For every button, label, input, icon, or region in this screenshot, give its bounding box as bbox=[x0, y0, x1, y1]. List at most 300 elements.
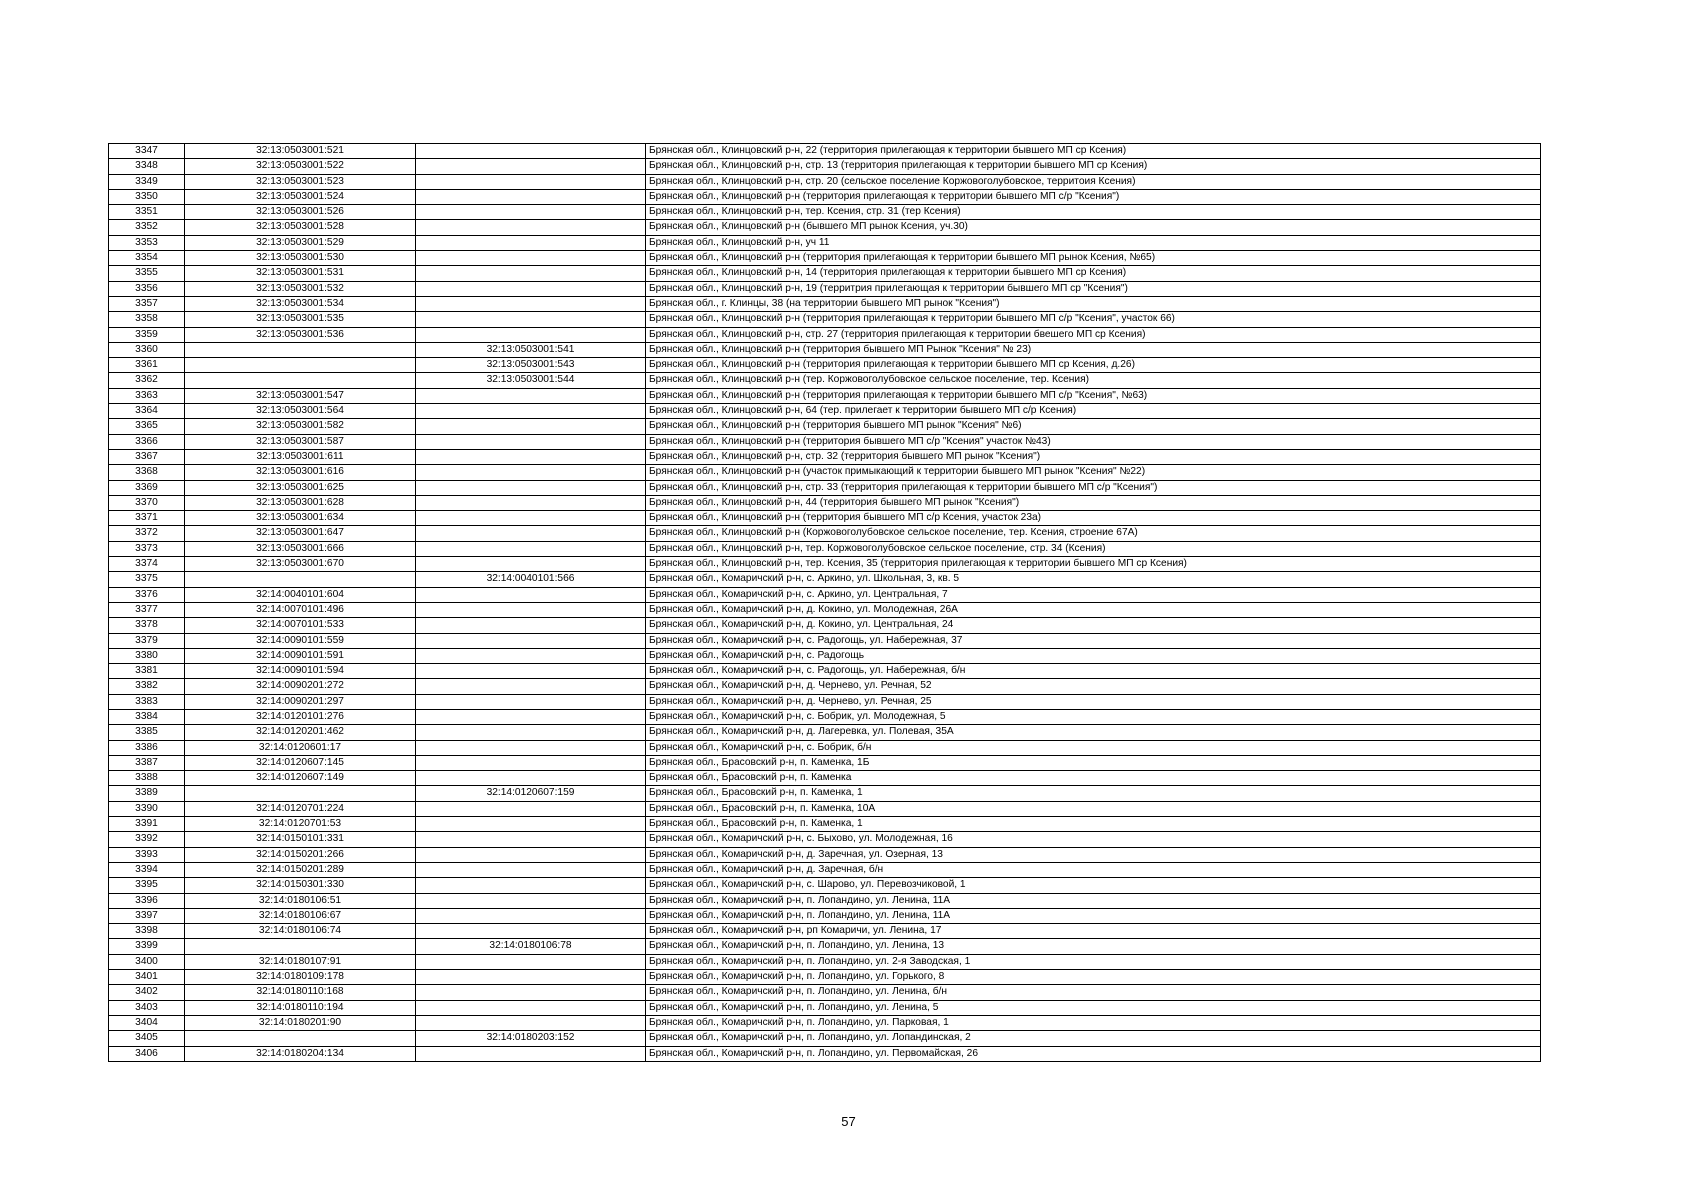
table-row bbox=[109, 893, 1541, 908]
cadastral-number-cell: 32:13:0503001:531 bbox=[185, 266, 416, 281]
address-cell: Брянская обл., Комаричский р-н, с. Бобрик, б/н bbox=[646, 740, 1541, 755]
address-cell: Брянская обл., Клинцовский р-н, тер. Ксения, 35 (территория прилегающая к территории бывшего МП ср Ксения) bbox=[646, 557, 1541, 572]
row-number-cell: 3360 bbox=[109, 342, 185, 357]
row-number-cell: 3384 bbox=[109, 709, 185, 724]
row-number-cell: 3350 bbox=[109, 189, 185, 204]
cadastral-number-cell: 32:14:0120607:149 bbox=[185, 771, 416, 786]
table-row bbox=[109, 970, 1541, 985]
table-row bbox=[109, 924, 1541, 939]
address-cell: Брянская обл., Клинцовский р-н, 14 (территория прилегающая к территории бывшего МП ср Ксения) bbox=[646, 266, 1541, 281]
cadastral-number-alt-cell bbox=[416, 954, 646, 969]
cadastral-number-cell: 32:13:0503001:616 bbox=[185, 465, 416, 480]
table-row bbox=[109, 144, 1541, 159]
cadastral-number-alt-cell bbox=[416, 832, 646, 847]
address-cell: Брянская обл., Комаричский р-н, с. Радогощь bbox=[646, 648, 1541, 663]
cadastral-number-alt-cell bbox=[416, 404, 646, 419]
cadastral-number-cell: 32:14:0120101:276 bbox=[185, 709, 416, 724]
cadastral-number-cell: 32:13:0503001:611 bbox=[185, 449, 416, 464]
table-row bbox=[109, 939, 1541, 954]
row-number-cell: 3390 bbox=[109, 801, 185, 816]
address-cell: Брянская обл., Комаричский р-н, д. Заречная, ул. Озерная, 13 bbox=[646, 847, 1541, 862]
table-row bbox=[109, 633, 1541, 648]
table-row bbox=[109, 755, 1541, 770]
cadastral-number-cell: 32:13:0503001:536 bbox=[185, 327, 416, 342]
address-cell: Брянская обл., Клинцовский р-н, стр. 20 (сельское поселение Коржовоголубовское, территоия Ксения) bbox=[646, 174, 1541, 189]
cadastral-number-cell: 32:14:0150101:331 bbox=[185, 832, 416, 847]
row-number-cell: 3376 bbox=[109, 587, 185, 602]
cadastral-number-alt-cell bbox=[416, 862, 646, 877]
cadastral-number-cell: 32:14:0090201:297 bbox=[185, 694, 416, 709]
table-row bbox=[109, 1000, 1541, 1015]
cadastral-number-alt-cell bbox=[416, 1046, 646, 1061]
cadastral-number-cell: 32:13:0503001:582 bbox=[185, 419, 416, 434]
table-row bbox=[109, 847, 1541, 862]
cadastral-number-cell: 32:13:0503001:670 bbox=[185, 557, 416, 572]
row-number-cell: 3391 bbox=[109, 817, 185, 832]
cadastral-number-cell: 32:14:0180106:67 bbox=[185, 908, 416, 923]
cadastral-number-cell: 32:13:0503001:523 bbox=[185, 174, 416, 189]
row-number-cell: 3382 bbox=[109, 679, 185, 694]
table-row bbox=[109, 266, 1541, 281]
cadastral-number-cell: 32:14:0150201:289 bbox=[185, 862, 416, 877]
cadastral-number-cell: 32:13:0503001:647 bbox=[185, 526, 416, 541]
cadastral-number-alt-cell bbox=[416, 449, 646, 464]
table-row bbox=[109, 602, 1541, 617]
cadastral-number-cell: 32:13:0503001:634 bbox=[185, 511, 416, 526]
address-cell: Брянская обл., Брасовский р-н, п. Каменка, 10А bbox=[646, 801, 1541, 816]
address-cell: Брянская обл., Клинцовский р-н (территория прилегающая к территории бывшего МП с/р "Ксения", участок 66) bbox=[646, 312, 1541, 327]
row-number-cell: 3400 bbox=[109, 954, 185, 969]
table-row bbox=[109, 817, 1541, 832]
cadastral-number-cell: 32:14:0180109:178 bbox=[185, 970, 416, 985]
table-row bbox=[109, 526, 1541, 541]
cadastral-number-alt-cell bbox=[416, 893, 646, 908]
row-number-cell: 3403 bbox=[109, 1000, 185, 1015]
address-cell: Брянская обл., Клинцовский р-н (территория бывшего МП Рынок "Ксения" № 23) bbox=[646, 342, 1541, 357]
table-row bbox=[109, 174, 1541, 189]
row-number-cell: 3361 bbox=[109, 358, 185, 373]
row-number-cell: 3406 bbox=[109, 1046, 185, 1061]
address-cell: Брянская обл., Комаричский р-н, п. Лопандино, ул. Ленина, 5 bbox=[646, 1000, 1541, 1015]
cadastral-number-cell: 32:13:0503001:526 bbox=[185, 205, 416, 220]
cadastral-number-alt-cell bbox=[416, 495, 646, 510]
cadastral-number-alt-cell bbox=[416, 511, 646, 526]
row-number-cell: 3395 bbox=[109, 878, 185, 893]
row-number-cell: 3371 bbox=[109, 511, 185, 526]
address-cell: Брянская обл., г. Клинцы, 38 (на территории бывшего МП рынок "Ксения") bbox=[646, 296, 1541, 311]
address-cell: Брянская обл., Комаричский р-н, п. Лопандино, ул. Ленина, 11А bbox=[646, 893, 1541, 908]
row-number-cell: 3379 bbox=[109, 633, 185, 648]
table-row bbox=[109, 832, 1541, 847]
cadastral-number-alt-cell bbox=[416, 189, 646, 204]
cadastral-number-cell: 32:13:0503001:522 bbox=[185, 159, 416, 174]
cadastral-number-cell: 32:13:0503001:628 bbox=[185, 495, 416, 510]
cadastral-number-cell: 32:14:0120607:145 bbox=[185, 755, 416, 770]
table-row bbox=[109, 327, 1541, 342]
cadastral-number-alt-cell bbox=[416, 817, 646, 832]
row-number-cell: 3383 bbox=[109, 694, 185, 709]
address-cell: Брянская обл., Комаричский р-н, с. Радогощь, ул. Набережная, б/н bbox=[646, 664, 1541, 679]
cadastral-number-alt-cell bbox=[416, 296, 646, 311]
table-row bbox=[109, 511, 1541, 526]
address-cell: Брянская обл., Комаричский р-н, п. Лопандино, ул. Горького, 8 bbox=[646, 970, 1541, 985]
cadastral-number-alt-cell bbox=[416, 526, 646, 541]
row-number-cell: 3378 bbox=[109, 618, 185, 633]
cadastral-number-alt-cell bbox=[416, 908, 646, 923]
table-row bbox=[109, 572, 1541, 587]
address-cell: Брянская обл., Комаричский р-н, д. Чернево, ул. Речная, 25 bbox=[646, 694, 1541, 709]
row-number-cell: 3358 bbox=[109, 312, 185, 327]
cadastral-number-alt-cell bbox=[416, 434, 646, 449]
address-cell: Брянская обл., Комаричский р-н, с. Аркино, ул. Школьная, 3, кв. 5 bbox=[646, 572, 1541, 587]
table-row bbox=[109, 725, 1541, 740]
address-cell: Брянская обл., Клинцовский р-н (территория прилегающая к территории бывшего МП с/р "Ксения") bbox=[646, 189, 1541, 204]
table-row bbox=[109, 159, 1541, 174]
row-number-cell: 3355 bbox=[109, 266, 185, 281]
address-cell: Брянская обл., Комаричский р-н, с. Аркино, ул. Центральная, 7 bbox=[646, 587, 1541, 602]
cadastral-number-alt-cell bbox=[416, 1015, 646, 1030]
row-number-cell: 3348 bbox=[109, 159, 185, 174]
table-row bbox=[109, 1046, 1541, 1061]
row-number-cell: 3369 bbox=[109, 480, 185, 495]
cadastral-number-alt-cell bbox=[416, 388, 646, 403]
table-row bbox=[109, 878, 1541, 893]
cadastral-number-alt-cell bbox=[416, 281, 646, 296]
address-cell: Брянская обл., Клинцовский р-н (территория бывшего МП с/р Ксения, участок 23а) bbox=[646, 511, 1541, 526]
row-number-cell: 3366 bbox=[109, 434, 185, 449]
cadastral-number-cell: 32:14:0120701:53 bbox=[185, 817, 416, 832]
row-number-cell: 3363 bbox=[109, 388, 185, 403]
cadastral-number-cell: 32:14:0040101:604 bbox=[185, 587, 416, 602]
cadastral-number-alt-cell: 32:13:0503001:541 bbox=[416, 342, 646, 357]
cadastral-number-cell: 32:14:0090101:591 bbox=[185, 648, 416, 663]
cadastral-number-alt-cell bbox=[416, 771, 646, 786]
registry-table bbox=[108, 143, 1541, 1062]
address-cell: Брянская обл., Клинцовский р-н, стр. 13 (территория прилегающая к территории бывшего МП ср Ксения) bbox=[646, 159, 1541, 174]
row-number-cell: 3405 bbox=[109, 1031, 185, 1046]
row-number-cell: 3398 bbox=[109, 924, 185, 939]
table-row bbox=[109, 205, 1541, 220]
cadastral-number-cell: 32:14:0180204:134 bbox=[185, 1046, 416, 1061]
row-number-cell: 3359 bbox=[109, 327, 185, 342]
cadastral-number-cell: 32:13:0503001:625 bbox=[185, 480, 416, 495]
address-cell: Брянская обл., Клинцовский р-н, стр. 32 (территория бывшего МП рынок "Ксения") bbox=[646, 449, 1541, 464]
table-row bbox=[109, 740, 1541, 755]
cadastral-number-alt-cell bbox=[416, 694, 646, 709]
row-number-cell: 3404 bbox=[109, 1015, 185, 1030]
table-row bbox=[109, 664, 1541, 679]
address-cell: Брянская обл., Комаричский р-н, с. Бобрик, ул. Молодежная, 5 bbox=[646, 709, 1541, 724]
cadastral-number-alt-cell bbox=[416, 878, 646, 893]
cadastral-number-alt-cell bbox=[416, 985, 646, 1000]
row-number-cell: 3389 bbox=[109, 786, 185, 801]
cadastral-number-cell: 32:14:0180106:51 bbox=[185, 893, 416, 908]
table-row bbox=[109, 648, 1541, 663]
cadastral-number-alt-cell bbox=[416, 266, 646, 281]
address-cell: Брянская обл., Брасовский р-н, п. Каменка, 1 bbox=[646, 786, 1541, 801]
cadastral-number-alt-cell bbox=[416, 970, 646, 985]
cadastral-number-alt-cell bbox=[416, 725, 646, 740]
address-cell: Брянская обл., Клинцовский р-н, уч 11 bbox=[646, 235, 1541, 250]
table-row bbox=[109, 1015, 1541, 1030]
row-number-cell: 3347 bbox=[109, 144, 185, 159]
address-cell: Брянская обл., Комаричский р-н, д. Чернево, ул. Речная, 52 bbox=[646, 679, 1541, 694]
cadastral-number-cell: 32:14:0120201:462 bbox=[185, 725, 416, 740]
cadastral-number-alt-cell bbox=[416, 587, 646, 602]
cadastral-number-cell: 32:13:0503001:530 bbox=[185, 251, 416, 266]
row-number-cell: 3401 bbox=[109, 970, 185, 985]
row-number-cell: 3374 bbox=[109, 557, 185, 572]
table-row bbox=[109, 985, 1541, 1000]
cadastral-number-alt-cell bbox=[416, 633, 646, 648]
cadastral-number-alt-cell bbox=[416, 144, 646, 159]
cadastral-number-alt-cell bbox=[416, 541, 646, 556]
page-number: 57 bbox=[841, 1114, 856, 1129]
cadastral-number-alt-cell bbox=[416, 648, 646, 663]
cadastral-number-cell bbox=[185, 373, 416, 388]
cadastral-number-cell: 32:13:0503001:666 bbox=[185, 541, 416, 556]
row-number-cell: 3375 bbox=[109, 572, 185, 587]
address-cell: Брянская обл., Клинцовский р-н, тер. Ксения, стр. 31 (тер Ксения) bbox=[646, 205, 1541, 220]
address-cell: Брянская обл., Клинцовский р-н, 19 (территрия прилегающая к территории бывшего МП ср "Ксения") bbox=[646, 281, 1541, 296]
cadastral-number-alt-cell bbox=[416, 220, 646, 235]
cadastral-number-cell: 32:14:0180110:194 bbox=[185, 1000, 416, 1015]
cadastral-number-alt-cell bbox=[416, 557, 646, 572]
cadastral-number-alt-cell: 32:14:0180106:78 bbox=[416, 939, 646, 954]
row-number-cell: 3362 bbox=[109, 373, 185, 388]
table-row bbox=[109, 480, 1541, 495]
row-number-cell: 3386 bbox=[109, 740, 185, 755]
table-row bbox=[109, 449, 1541, 464]
cadastral-number-alt-cell bbox=[416, 159, 646, 174]
cadastral-number-cell: 32:13:0503001:564 bbox=[185, 404, 416, 419]
cadastral-number-alt-cell bbox=[416, 755, 646, 770]
cadastral-number-alt-cell: 32:14:0180203:152 bbox=[416, 1031, 646, 1046]
cadastral-number-cell: 32:14:0180107:91 bbox=[185, 954, 416, 969]
cadastral-number-cell: 32:13:0503001:529 bbox=[185, 235, 416, 250]
address-cell: Брянская обл., Клинцовский р-н (тер. Коржовоголубовское сельское поселение, тер. Ксения) bbox=[646, 373, 1541, 388]
table-row bbox=[109, 495, 1541, 510]
address-cell: Брянская обл., Клинцовский р-н (территория бывшего МП рынок "Ксения" №6) bbox=[646, 419, 1541, 434]
cadastral-number-cell bbox=[185, 572, 416, 587]
address-cell: Брянская обл., Комаричский р-н, с. Радогощь, ул. Набережная, 37 bbox=[646, 633, 1541, 648]
cadastral-number-cell: 32:14:0090101:594 bbox=[185, 664, 416, 679]
cadastral-number-cell: 32:14:0180201:90 bbox=[185, 1015, 416, 1030]
cadastral-number-alt-cell: 32:13:0503001:543 bbox=[416, 358, 646, 373]
row-number-cell: 3357 bbox=[109, 296, 185, 311]
address-cell: Брянская обл., Клинцовский р-н, стр. 27 (территория прилегающая к территории бвешего МП ср Ксения) bbox=[646, 327, 1541, 342]
cadastral-number-alt-cell bbox=[416, 205, 646, 220]
cadastral-number-cell: 32:14:0120601:17 bbox=[185, 740, 416, 755]
cadastral-number-cell bbox=[185, 358, 416, 373]
registry-table-body bbox=[109, 144, 1541, 1062]
address-cell: Брянская обл., Комаричский р-н, п. Лопандино, ул. Лопандинская, 2 bbox=[646, 1031, 1541, 1046]
row-number-cell: 3380 bbox=[109, 648, 185, 663]
cadastral-number-alt-cell bbox=[416, 847, 646, 862]
row-number-cell: 3367 bbox=[109, 449, 185, 464]
cadastral-number-cell: 32:13:0503001:532 bbox=[185, 281, 416, 296]
cadastral-number-cell bbox=[185, 342, 416, 357]
row-number-cell: 3365 bbox=[109, 419, 185, 434]
cadastral-number-alt-cell bbox=[416, 419, 646, 434]
table-row bbox=[109, 373, 1541, 388]
row-number-cell: 3381 bbox=[109, 664, 185, 679]
address-cell: Брянская обл., Клинцовский р-н (Коржовоголубовское сельское поселение, тер. Ксения, строение 67А) bbox=[646, 526, 1541, 541]
cadastral-number-alt-cell bbox=[416, 664, 646, 679]
cadastral-number-cell bbox=[185, 939, 416, 954]
cadastral-number-cell: 32:13:0503001:524 bbox=[185, 189, 416, 204]
table-row bbox=[109, 465, 1541, 480]
row-number-cell: 3392 bbox=[109, 832, 185, 847]
table-row bbox=[109, 388, 1541, 403]
cadastral-number-alt-cell bbox=[416, 480, 646, 495]
table-row bbox=[109, 404, 1541, 419]
row-number-cell: 3372 bbox=[109, 526, 185, 541]
table-row bbox=[109, 557, 1541, 572]
row-number-cell: 3399 bbox=[109, 939, 185, 954]
row-number-cell: 3354 bbox=[109, 251, 185, 266]
table-row bbox=[109, 251, 1541, 266]
address-cell: Брянская обл., Клинцовский р-н (участок примыкающий к территории бывшего МП рынок "Ксения" №22) bbox=[646, 465, 1541, 480]
cadastral-number-cell bbox=[185, 1031, 416, 1046]
address-cell: Брянская обл., Клинцовский р-н, 64 (тер. прилегает к территории бывшего МП с/р Ксения) bbox=[646, 404, 1541, 419]
cadastral-number-alt-cell bbox=[416, 1000, 646, 1015]
table-row bbox=[109, 801, 1541, 816]
cadastral-number-cell: 32:14:0090201:272 bbox=[185, 679, 416, 694]
address-cell: Брянская обл., Клинцовский р-н (бывшего МП рынок Ксения, уч.30) bbox=[646, 220, 1541, 235]
address-cell: Брянская обл., Комаричский р-н, п. Лопандино, ул. 2-я Заводская, 1 bbox=[646, 954, 1541, 969]
address-cell: Брянская обл., Брасовский р-н, п. Каменка, 1Б bbox=[646, 755, 1541, 770]
row-number-cell: 3364 bbox=[109, 404, 185, 419]
cadastral-number-alt-cell bbox=[416, 924, 646, 939]
table-row bbox=[109, 541, 1541, 556]
address-cell: Брянская обл., Клинцовский р-н (территория бывшего МП с/р "Ксения" участок №43) bbox=[646, 434, 1541, 449]
address-cell: Брянская обл., Клинцовский р-н, тер. Коржовоголубовское сельское поселение, стр. 34 (Ксения) bbox=[646, 541, 1541, 556]
address-cell: Брянская обл., Брасовский р-н, п. Каменка bbox=[646, 771, 1541, 786]
cadastral-number-alt-cell bbox=[416, 618, 646, 633]
cadastral-number-alt-cell bbox=[416, 801, 646, 816]
address-cell: Брянская обл., Комаричский р-н, рп Комаричи, ул. Ленина, 17 bbox=[646, 924, 1541, 939]
address-cell: Брянская обл., Комаричский р-н, п. Лопандино, ул. Парковая, 1 bbox=[646, 1015, 1541, 1030]
cadastral-number-alt-cell bbox=[416, 740, 646, 755]
row-number-cell: 3349 bbox=[109, 174, 185, 189]
address-cell: Брянская обл., Комаричский р-н, д. Кокино, ул. Центральная, 24 bbox=[646, 618, 1541, 633]
table-row bbox=[109, 679, 1541, 694]
table-row bbox=[109, 296, 1541, 311]
table-row bbox=[109, 342, 1541, 357]
address-cell: Брянская обл., Клинцовский р-н, 22 (территория прилегающая к территории бывшего МП ср Ксения) bbox=[646, 144, 1541, 159]
cadastral-number-alt-cell bbox=[416, 602, 646, 617]
row-number-cell: 3393 bbox=[109, 847, 185, 862]
row-number-cell: 3396 bbox=[109, 893, 185, 908]
row-number-cell: 3388 bbox=[109, 771, 185, 786]
cadastral-number-cell: 32:14:0180110:168 bbox=[185, 985, 416, 1000]
cadastral-number-cell: 32:14:0150201:266 bbox=[185, 847, 416, 862]
address-cell: Брянская обл., Комаричский р-н, п. Лопандино, ул. Ленина, 11А bbox=[646, 908, 1541, 923]
table-row bbox=[109, 786, 1541, 801]
cadastral-number-cell: 32:14:0150301:330 bbox=[185, 878, 416, 893]
cadastral-number-alt-cell bbox=[416, 679, 646, 694]
row-number-cell: 3397 bbox=[109, 908, 185, 923]
address-cell: Брянская обл., Брасовский р-н, п. Каменка, 1 bbox=[646, 817, 1541, 832]
row-number-cell: 3356 bbox=[109, 281, 185, 296]
address-cell: Брянская обл., Комаричский р-н, д. Заречная, б/н bbox=[646, 862, 1541, 877]
table-row bbox=[109, 312, 1541, 327]
cadastral-number-cell: 32:13:0503001:534 bbox=[185, 296, 416, 311]
table-row bbox=[109, 771, 1541, 786]
cadastral-number-cell: 32:14:0180106:74 bbox=[185, 924, 416, 939]
cadastral-number-cell: 32:14:0090101:559 bbox=[185, 633, 416, 648]
row-number-cell: 3373 bbox=[109, 541, 185, 556]
row-number-cell: 3387 bbox=[109, 755, 185, 770]
cadastral-number-cell: 32:13:0503001:547 bbox=[185, 388, 416, 403]
address-cell: Брянская обл., Комаричский р-н, п. Лопандино, ул. Первомайская, 26 bbox=[646, 1046, 1541, 1061]
cadastral-number-cell bbox=[185, 786, 416, 801]
cadastral-number-alt-cell bbox=[416, 709, 646, 724]
address-cell: Брянская обл., Клинцовский р-н (территория прилегающая к территории бывшего МП рынок Ксения, №65) bbox=[646, 251, 1541, 266]
cadastral-number-alt-cell bbox=[416, 174, 646, 189]
cadastral-number-cell: 32:14:0070101:533 bbox=[185, 618, 416, 633]
cadastral-number-alt-cell bbox=[416, 327, 646, 342]
table-row bbox=[109, 862, 1541, 877]
cadastral-number-cell: 32:13:0503001:521 bbox=[185, 144, 416, 159]
row-number-cell: 3368 bbox=[109, 465, 185, 480]
address-cell: Брянская обл., Клинцовский р-н (территория прилегающая к территории бывшего МП с/р "Ксения", №63) bbox=[646, 388, 1541, 403]
table-row bbox=[109, 954, 1541, 969]
address-cell: Брянская обл., Комаричский р-н, д. Лагеревка, ул. Полевая, 35А bbox=[646, 725, 1541, 740]
row-number-cell: 3353 bbox=[109, 235, 185, 250]
cadastral-number-alt-cell: 32:14:0040101:566 bbox=[416, 572, 646, 587]
cadastral-number-alt-cell bbox=[416, 312, 646, 327]
table-row bbox=[109, 235, 1541, 250]
row-number-cell: 3351 bbox=[109, 205, 185, 220]
address-cell: Брянская обл., Клинцовский р-н (территория прилегающая к территории бывшего МП ср Ксения, д.26) bbox=[646, 358, 1541, 373]
cadastral-number-cell: 32:14:0070101:496 bbox=[185, 602, 416, 617]
cadastral-number-alt-cell bbox=[416, 251, 646, 266]
cadastral-number-alt-cell bbox=[416, 465, 646, 480]
table-row bbox=[109, 220, 1541, 235]
table-row bbox=[109, 358, 1541, 373]
row-number-cell: 3394 bbox=[109, 862, 185, 877]
table-row bbox=[109, 1031, 1541, 1046]
cadastral-number-cell: 32:13:0503001:535 bbox=[185, 312, 416, 327]
address-cell: Брянская обл., Комаричский р-н, п. Лопандино, ул. Ленина, б/н bbox=[646, 985, 1541, 1000]
table-row bbox=[109, 908, 1541, 923]
row-number-cell: 3370 bbox=[109, 495, 185, 510]
cadastral-number-cell: 32:13:0503001:587 bbox=[185, 434, 416, 449]
row-number-cell: 3385 bbox=[109, 725, 185, 740]
row-number-cell: 3377 bbox=[109, 602, 185, 617]
address-cell: Брянская обл., Клинцовский р-н, стр. 33 (территория прилегающая к территории бывшего МП с/р "Ксения") bbox=[646, 480, 1541, 495]
table-row bbox=[109, 618, 1541, 633]
address-cell: Брянская обл., Комаричский р-н, д. Кокино, ул. Молодежная, 26А bbox=[646, 602, 1541, 617]
cadastral-number-alt-cell: 32:14:0120607:159 bbox=[416, 786, 646, 801]
table-row bbox=[109, 434, 1541, 449]
table-row bbox=[109, 419, 1541, 434]
table-row bbox=[109, 709, 1541, 724]
cadastral-number-alt-cell bbox=[416, 235, 646, 250]
row-number-cell: 3402 bbox=[109, 985, 185, 1000]
cadastral-number-cell: 32:13:0503001:528 bbox=[185, 220, 416, 235]
address-cell: Брянская обл., Клинцовский р-н, 44 (территория бывшего МП рынок "Ксения") bbox=[646, 495, 1541, 510]
table-row bbox=[109, 694, 1541, 709]
address-cell: Брянская обл., Комаричский р-н, с. Быхово, ул. Молодежная, 16 bbox=[646, 832, 1541, 847]
table-row bbox=[109, 189, 1541, 204]
address-cell: Брянская обл., Комаричский р-н, с. Шарово, ул. Перевозчиковой, 1 bbox=[646, 878, 1541, 893]
address-cell: Брянская обл., Комаричский р-н, п. Лопандино, ул. Ленина, 13 bbox=[646, 939, 1541, 954]
table-row bbox=[109, 587, 1541, 602]
table-row bbox=[109, 281, 1541, 296]
